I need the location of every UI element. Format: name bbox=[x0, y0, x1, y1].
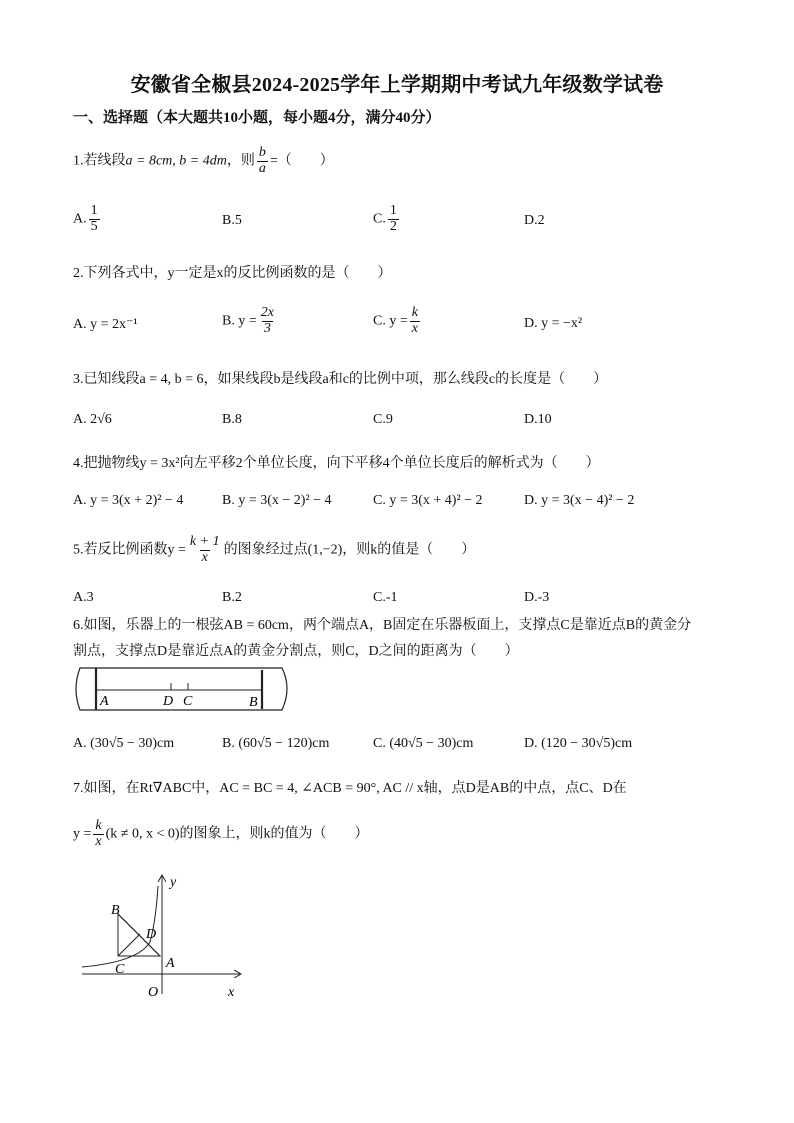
question-6-line-1: 6.如图，乐器上的一根弦AB = 60cm，两个端点A，B固定在乐器板面上，支撑点C是靠近点B的黄金分 bbox=[73, 618, 692, 633]
q6-option-a[interactable]: A. (30√5 − 30)cm bbox=[73, 736, 175, 751]
q1-prefix: 1.若线段 bbox=[73, 153, 126, 169]
q4-option-d[interactable]: D. y = 3(x − 4)² − 2 bbox=[524, 493, 635, 508]
question-2: 2.下列各式中，y一定是x的反比例函数的是（ ） bbox=[73, 266, 392, 281]
segment-cd bbox=[118, 934, 140, 956]
q7-fraction bbox=[93, 819, 103, 849]
label-c: C bbox=[183, 694, 193, 709]
instrument-figure bbox=[70, 660, 294, 718]
q6-option-d[interactable]: D. (120 − 30√5)cm bbox=[524, 736, 633, 751]
q5-frac-den: x bbox=[201, 549, 208, 565]
label-o: O bbox=[148, 985, 159, 1000]
q1-option-c-den: 2 bbox=[389, 218, 397, 234]
q2-option-c-num: k bbox=[411, 305, 418, 320]
q3-option-b[interactable]: B.8 bbox=[222, 412, 242, 427]
label-b: B bbox=[111, 903, 120, 918]
q1-option-a-den: 5 bbox=[90, 218, 98, 234]
q3-option-d[interactable]: D.10 bbox=[524, 412, 552, 427]
q6-option-b[interactable]: B. (60√5 − 120)cm bbox=[222, 736, 330, 751]
question-4: 4.把抛物线y = 3x²向左平移2个单位长度，向下平移4个单位长度后的解析式为（ ） bbox=[73, 456, 600, 471]
q1-frac-den: a bbox=[258, 160, 266, 176]
q4-option-b[interactable]: B. y = 3(x − 2)² − 4 bbox=[222, 493, 332, 508]
q5-frac-num: k + 1 bbox=[189, 534, 220, 549]
q2-option-c-frac bbox=[410, 306, 420, 336]
q5-suffix: 的图象经过点(1,−2)，则k的值是（ ） bbox=[223, 542, 476, 558]
q3-option-c[interactable]: C.9 bbox=[373, 412, 393, 427]
page-title: 安徽省全椒县2024-2025学年上学期期中考试九年级数学试卷 bbox=[130, 74, 664, 96]
label-x: x bbox=[228, 985, 235, 1000]
q2-option-b[interactable] bbox=[222, 306, 278, 336]
coordinate-figure bbox=[78, 870, 248, 1000]
q1-option-d[interactable]: D.2 bbox=[524, 213, 545, 228]
q5-fraction bbox=[188, 535, 222, 565]
label-d: D bbox=[163, 694, 174, 709]
q1-option-a[interactable] bbox=[73, 204, 102, 234]
q5-option-b[interactable]: B.2 bbox=[222, 590, 242, 605]
q1-frac-num: b bbox=[258, 145, 266, 160]
q2-option-c-label: C. y = bbox=[373, 313, 408, 329]
q1-option-a-label: A. bbox=[73, 211, 87, 227]
question-1 bbox=[73, 146, 334, 176]
q3-option-a[interactable]: A. 2√6 bbox=[73, 412, 112, 427]
q2-option-c[interactable] bbox=[373, 306, 422, 336]
q1-option-c-num: 1 bbox=[389, 203, 397, 218]
question-6-line-2: 割点，支撑点D是靠近点A的黄金分割点，则C，D之间的距离为（ ） bbox=[73, 644, 519, 659]
q1-mid: ，则 bbox=[226, 153, 255, 169]
label-a: A bbox=[100, 694, 109, 709]
q1-suffix: =（ ） bbox=[269, 153, 334, 169]
question-3: 3.已知线段a = 4, b = 6，如果线段b是线段a和c的比例中项，那么线段c的长度是（ ） bbox=[73, 372, 608, 387]
q7-suffix: (k ≠ 0, x < 0)的图象上，则k的值为（ ） bbox=[105, 826, 369, 842]
label-y: y bbox=[170, 875, 177, 890]
q2-option-b-num: 2x bbox=[260, 305, 274, 320]
q1-fraction bbox=[257, 146, 268, 176]
question-7-line-2 bbox=[73, 819, 369, 849]
question-7-line-1: 7.如图，在Rt∇ABC中，AC = BC = 4, ∠ACB = 90°, AC // x轴，点D是AB的中点，点C、D在 bbox=[73, 781, 627, 796]
q2-option-d[interactable]: D. y = −x² bbox=[524, 316, 583, 331]
q2-option-b-frac bbox=[259, 306, 276, 336]
q1-condition: a = 8cm, b = 4dm bbox=[125, 153, 227, 169]
q6-option-c[interactable]: C. (40√5 − 30)cm bbox=[373, 736, 474, 751]
question-5 bbox=[73, 535, 475, 565]
q5-option-a[interactable]: A.3 bbox=[73, 590, 94, 605]
q1-option-b[interactable]: B.5 bbox=[222, 213, 242, 228]
q1-option-c-frac bbox=[388, 204, 399, 234]
q7-prefix: y = bbox=[73, 826, 92, 842]
q7-frac-num: k bbox=[95, 818, 102, 833]
q2-option-b-label: B. y = bbox=[222, 313, 257, 329]
q2-option-a[interactable]: A. y = 2x⁻¹ bbox=[73, 317, 138, 332]
q4-option-a[interactable]: A. y = 3(x + 2)² − 4 bbox=[73, 493, 184, 508]
label-b: B bbox=[249, 695, 258, 710]
q7-frac-den: x bbox=[95, 833, 102, 849]
label-a: A bbox=[166, 956, 175, 971]
q4-option-c[interactable]: C. y = 3(x + 4)² − 2 bbox=[373, 493, 483, 508]
q5-option-c[interactable]: C.-1 bbox=[373, 590, 398, 605]
q1-option-c-label: C. bbox=[373, 211, 386, 227]
q1-option-a-num: 1 bbox=[90, 203, 98, 218]
label-d: D bbox=[146, 927, 157, 942]
label-c: C bbox=[115, 962, 125, 977]
section-heading: 一、选择题（本大题共10小题，每小题4分，满分40分） bbox=[73, 110, 441, 126]
q1-option-c[interactable] bbox=[373, 204, 401, 234]
q5-prefix: 5.若反比例函数y = bbox=[73, 542, 186, 558]
q5-option-d[interactable]: D.-3 bbox=[524, 590, 550, 605]
q2-option-c-den: x bbox=[411, 320, 418, 336]
q2-option-b-den: 3 bbox=[263, 320, 271, 336]
q1-option-a-frac bbox=[89, 204, 100, 234]
